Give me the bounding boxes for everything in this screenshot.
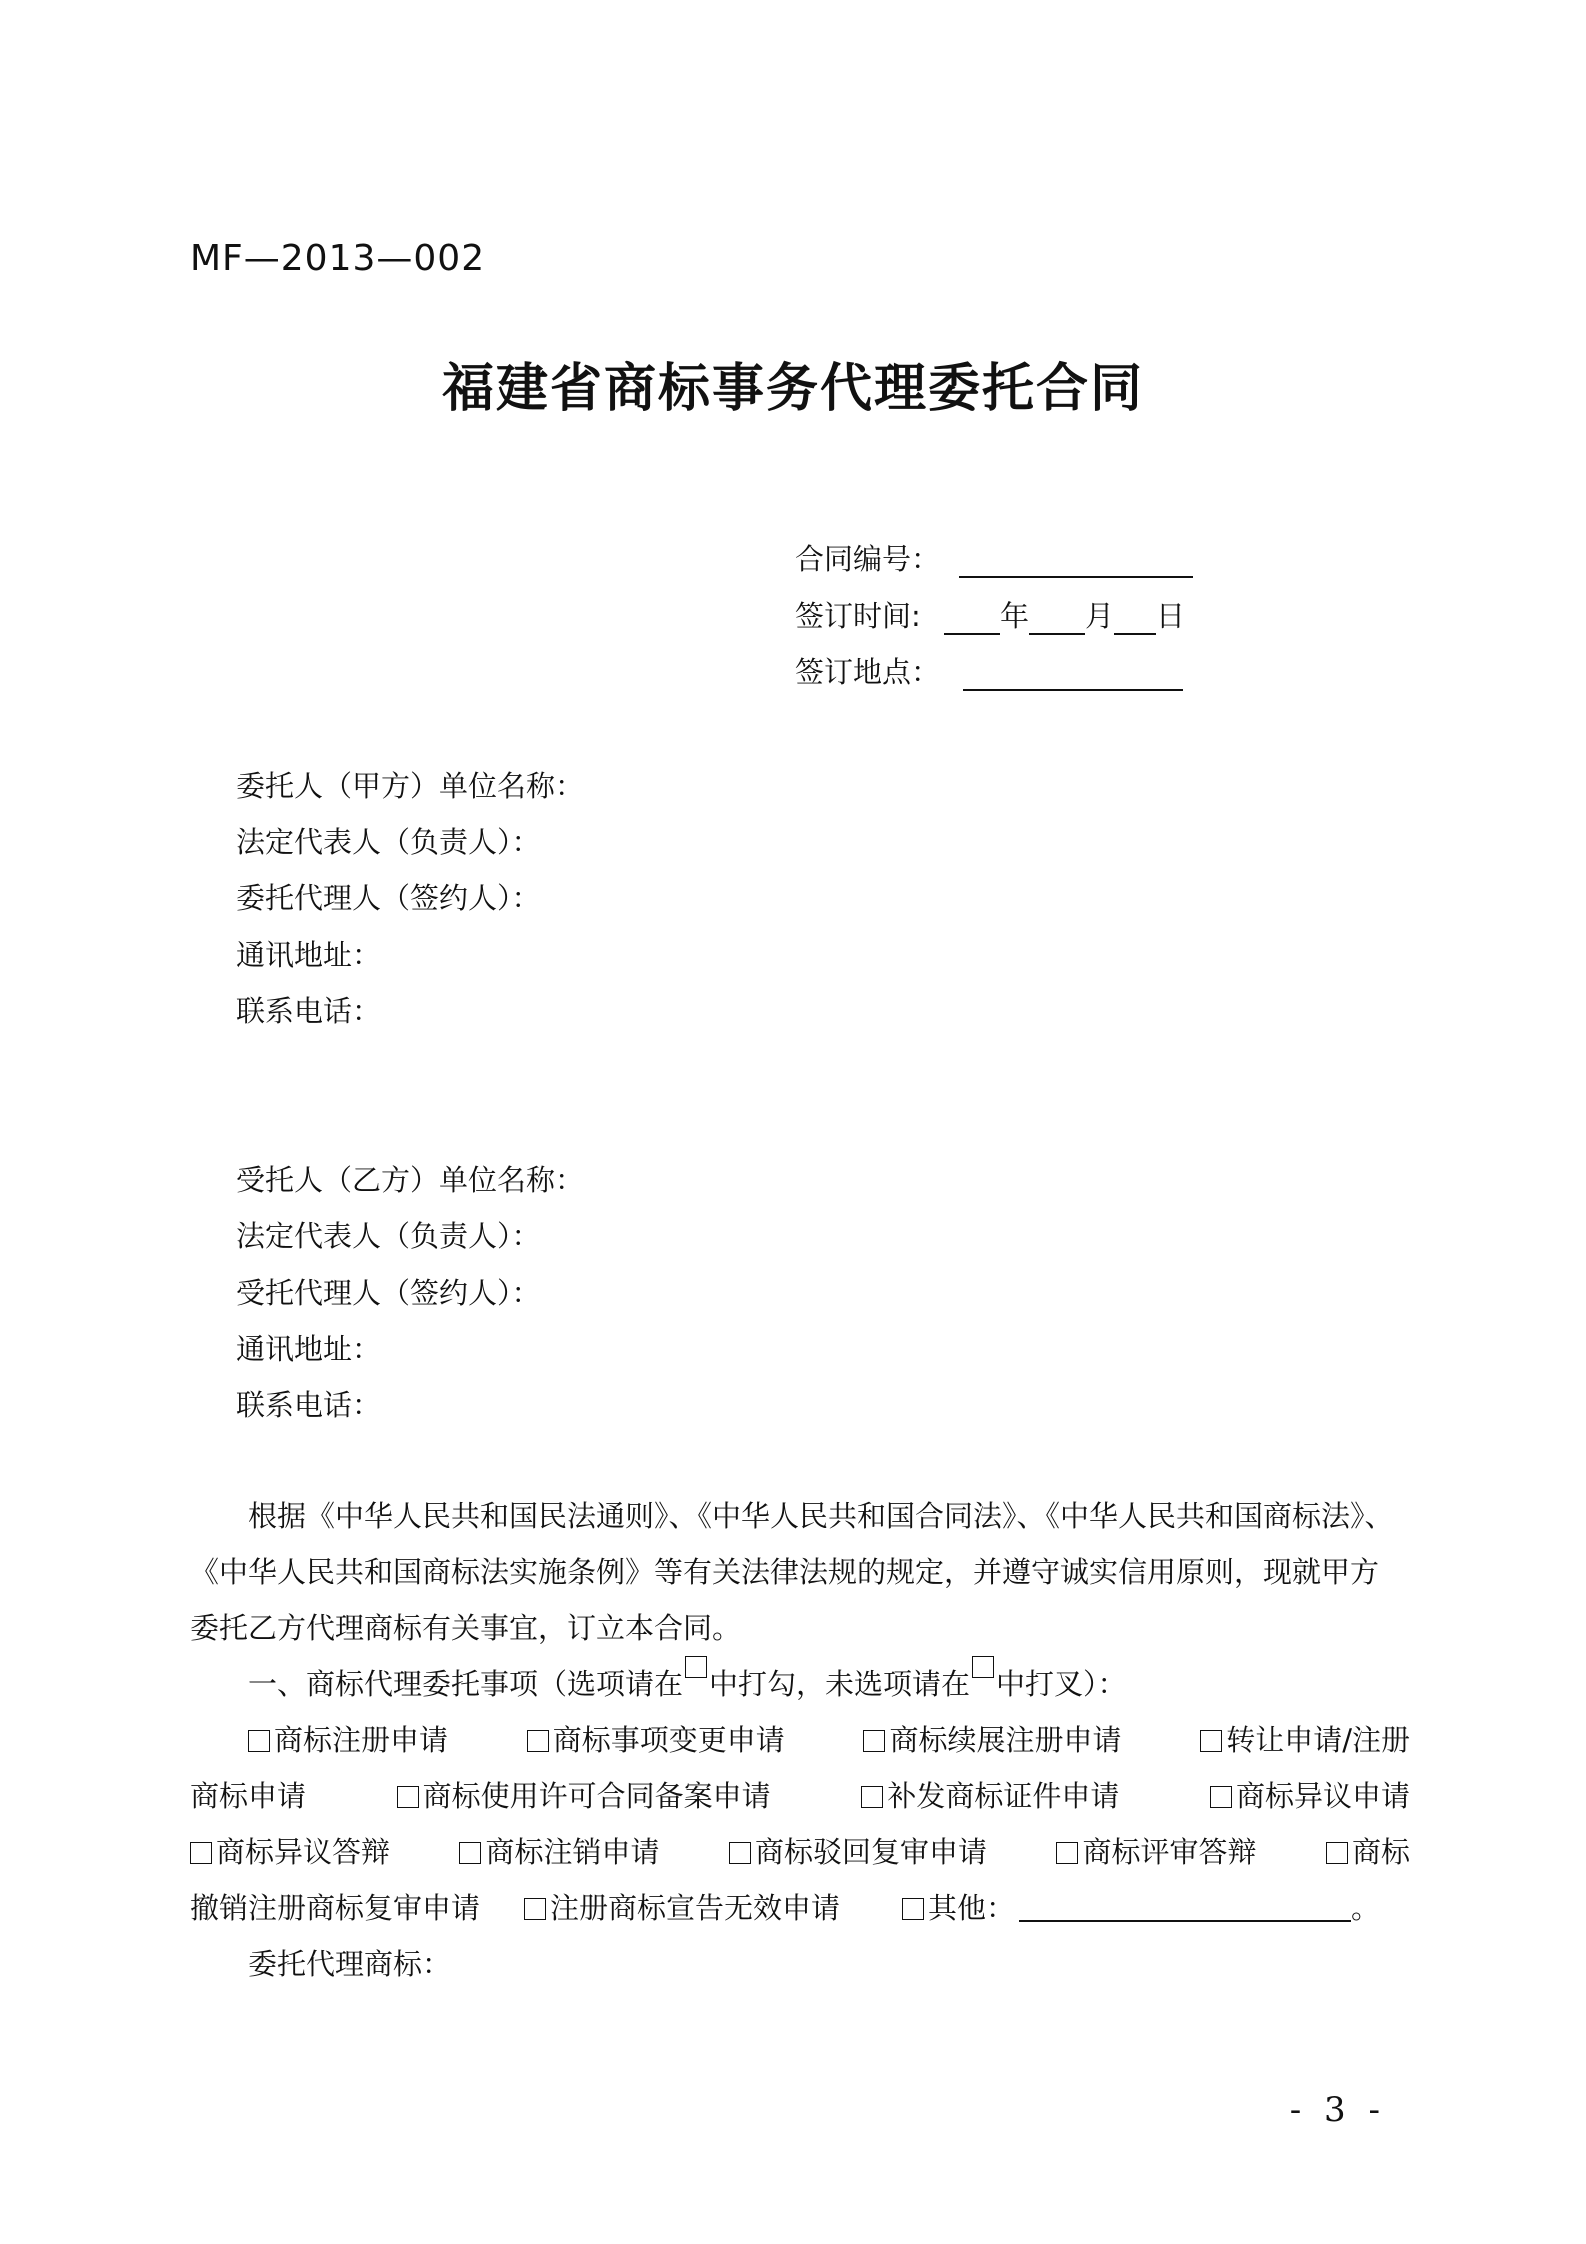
entrusted-marks-label: 委托代理商标： [248,1947,452,1981]
option-revocation-review-continued: 撤销注册商标复审申请 [190,1891,481,1925]
checkbox-sample-icon [685,1656,707,1678]
party-a-legal-rep-label: 法定代表人（负责人）： [236,825,541,859]
party-a-phone-label: 联系电话： [236,994,382,1028]
preamble-line-1: 根据《中华人民共和国民法通则》、《中华人民共和国合同法》、《中华人民共和国商标法》、 [248,1499,1394,1533]
checkbox-icon[interactable] [1326,1842,1348,1864]
checkbox-icon[interactable] [1056,1842,1078,1864]
option-trademark-registration[interactable]: 商标注册申请 [248,1712,448,1768]
option-transfer-continued: 商标申请 [190,1779,307,1813]
contract-number-blank [959,546,1193,578]
checkbox-icon[interactable] [1200,1730,1222,1752]
preamble-line-2: 《中华人民共和国商标法实施条例》等有关法律法规的规定，并遵守诚实信用原则，现就甲方 [190,1555,1380,1589]
month-label: 月 [1085,599,1115,633]
document-title: 福建省商标事务代理委托合同 [441,359,1144,419]
day-label: 日 [1156,599,1186,633]
sign-time-row [795,594,1185,635]
party-b-phone-label: 联系电话： [236,1388,382,1422]
section-1-heading: 一、商标代理委托事项（选项请在 中打勾，未选项请在 中打叉）： [190,1656,1468,1712]
day-blank [1114,603,1156,635]
option-item-change[interactable]: 商标事项变更申请 [527,1712,785,1768]
party-b-legal-rep-label: 法定代表人（负责人）： [236,1219,541,1253]
checkbox-icon[interactable] [190,1842,212,1864]
year-label: 年 [1000,599,1030,633]
options-row-4: 撤销注册商标复审申请 注册商标宣告无效申请 其他： 。 [190,1880,1410,1936]
checkbox-icon[interactable] [527,1730,549,1752]
checkbox-icon[interactable] [902,1898,924,1920]
checkbox-icon[interactable] [397,1786,419,1808]
sign-place-row [795,650,1183,691]
document-code: MF—2013—002 [190,238,486,279]
checkbox-icon[interactable] [863,1730,885,1752]
month-blank [1029,603,1085,635]
year-blank [944,603,1000,635]
page-number: - 3 - [1289,2090,1386,2130]
party-b-agent-label: 受托代理人（签约人）： [236,1276,541,1310]
option-review-reply[interactable]: 商标评审答辩 [1056,1824,1256,1880]
options-row-3 [190,1824,1410,1880]
option-rejection-review[interactable]: 商标驳回复审申请 [729,1824,987,1880]
party-a-agent-label: 委托代理人（签约人）： [236,881,541,915]
sign-time-label: 签订时间: [795,599,921,633]
option-reissue-certificate[interactable]: 补发商标证件申请 [861,1768,1119,1824]
contract-number-row [795,537,1193,578]
option-other[interactable]: 其他： [902,1880,1015,1936]
contract-body [190,1488,1410,1992]
checkbox-icon[interactable] [1210,1786,1232,1808]
option-cancellation[interactable]: 商标注销申请 [459,1824,659,1880]
contract-number-label: 合同编号： [795,542,941,576]
party-b-address-label: 通讯地址： [236,1332,382,1366]
checkbox-icon[interactable] [459,1842,481,1864]
checkbox-icon[interactable] [861,1786,883,1808]
option-renewal[interactable]: 商标续展注册申请 [863,1712,1121,1768]
other-input-blank[interactable] [1019,1880,1351,1922]
option-opposition[interactable]: 商标异议申请 [1210,1768,1410,1824]
preamble-line-3: 委托乙方代理商标有关事宜，订立本合同。 [190,1611,742,1645]
options-row-2 [190,1768,1410,1824]
party-a-address-label: 通讯地址： [236,938,382,972]
checkbox-icon[interactable] [524,1898,546,1920]
party-b-name-label: 受托人（乙方）单位名称： [236,1163,585,1197]
sign-place-blank [963,659,1183,691]
party-a-name-label: 委托人（甲方）单位名称： [236,769,585,803]
option-invalidation[interactable]: 注册商标宣告无效申请 [524,1880,840,1936]
option-license-filing[interactable]: 商标使用许可合同备案申请 [397,1768,771,1824]
option-revocation-review[interactable]: 商标 [1326,1824,1410,1880]
checkbox-icon[interactable] [729,1842,751,1864]
checkbox-icon[interactable] [248,1730,270,1752]
checkbox-sample-icon [972,1656,994,1678]
option-opposition-reply[interactable]: 商标异议答辩 [190,1824,390,1880]
options-row-1 [190,1712,1410,1768]
option-transfer[interactable]: 转让申请/注册 [1200,1712,1410,1768]
sign-place-label: 签订地点： [795,655,941,689]
